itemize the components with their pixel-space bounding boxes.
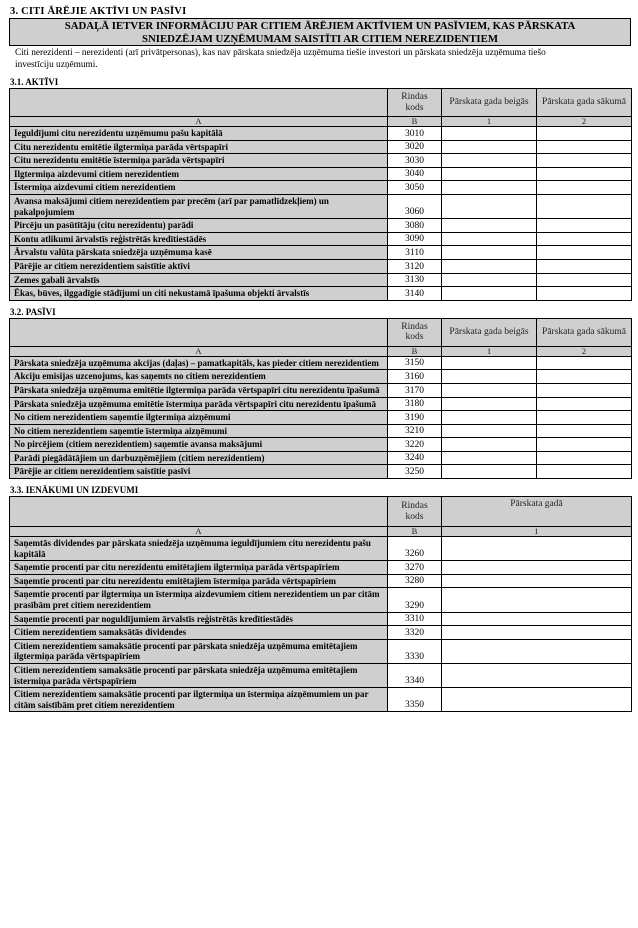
row-label: Pārskata sniedzēja uzņēmuma emitētie ilgtermiņa parāda vērtspapīri citu nerezidentu īpašumā	[10, 383, 388, 397]
value-cell-1[interactable]	[442, 664, 632, 688]
liabilities-title: 3.2. PASĪVI	[10, 306, 56, 317]
col-letter-b: B	[388, 346, 442, 356]
row-code: 3160	[388, 370, 442, 384]
assets-rows	[10, 127, 632, 301]
table-row	[10, 465, 632, 479]
row-code: 3270	[388, 561, 442, 575]
value-cell-1[interactable]	[442, 612, 632, 626]
table-row	[10, 561, 632, 575]
col-letter-a: A	[10, 346, 388, 356]
banner-line-2: SNIEDZĒJAM UZŅĒMUMAM SAISTĪTI AR CITIEM NEREZIDENTIEM	[141, 32, 499, 45]
row-code: 3240	[388, 451, 442, 465]
value-cell-2[interactable]	[537, 438, 632, 452]
value-cell-1[interactable]	[442, 639, 632, 663]
income-expenses-title: 3.3. IENĀKUMI UN IZDEVUMI	[10, 485, 139, 496]
table-row	[10, 140, 632, 154]
col-letter-b: B	[388, 117, 442, 127]
row-label: Avansa maksājumi citiem nerezidentiem par precēm (arī par pamatlīdzekļiem) un pakalpojumiem	[10, 194, 388, 218]
col-letter-a: A	[10, 117, 388, 127]
table-row	[10, 588, 632, 612]
row-code: 3080	[388, 219, 442, 233]
table-row	[10, 411, 632, 425]
table-row	[10, 383, 632, 397]
row-label: Parādi piegādātājiem un darbuzņēmējiem (citiem nerezidentiem)	[10, 451, 388, 465]
row-code: 3290	[388, 588, 442, 612]
table-row	[10, 370, 632, 384]
header-row-code: Rindas kods	[388, 318, 442, 346]
row-label: Zemes gabali ārvalstīs	[10, 273, 388, 287]
row-label: Pārskata sniedzēja uzņēmuma akcijas (daļas) – pamatkapitāls, kas pieder citiem nerezidentiem	[10, 356, 388, 370]
col-letter-b: B	[388, 527, 442, 537]
value-cell-1[interactable]	[442, 561, 632, 575]
row-label: Pārskata sniedzēja uzņēmuma emitētie īstermiņa parāda vērtspapīri citu nerezidentu īpašumā	[10, 397, 388, 411]
value-cell-1[interactable]	[442, 537, 632, 561]
value-cell-1[interactable]	[442, 465, 537, 479]
row-code: 3340	[388, 664, 442, 688]
table-row	[10, 232, 632, 246]
row-code: 3090	[388, 232, 442, 246]
header-reporting-year: Pārskata gadā	[442, 497, 632, 527]
value-cell-1[interactable]	[442, 397, 537, 411]
note-line-2: investīciju uzņēmumi.	[15, 59, 98, 70]
row-code: 3250	[388, 465, 442, 479]
table-row	[10, 451, 632, 465]
value-cell-1[interactable]	[442, 154, 537, 168]
row-label: Saņemtās dividendes par pārskata sniedzēja uzņēmuma ieguldījumiem citu nerezidentu pašu kapitālā	[10, 537, 388, 561]
value-cell-1[interactable]	[442, 688, 632, 712]
liabilities-table	[9, 318, 632, 479]
header-blank	[10, 318, 388, 346]
value-cell-1[interactable]	[442, 219, 537, 233]
income-expenses-rows	[10, 537, 632, 712]
value-cell-1[interactable]	[442, 356, 537, 370]
value-cell-1[interactable]	[442, 451, 537, 465]
row-label: Pārējie ar citiem nerezidentiem saistītie aktīvi	[10, 259, 388, 273]
value-cell-2[interactable]	[537, 451, 632, 465]
table-row	[10, 287, 632, 301]
row-code: 3310	[388, 612, 442, 626]
row-label: Īstermiņa aizdevumi citiem nerezidentiem	[10, 181, 388, 195]
value-cell-2[interactable]	[537, 219, 632, 233]
row-label: Pircēju un pasūtītāju (citu nerezidentu) parādi	[10, 219, 388, 233]
table-row	[10, 626, 632, 640]
value-cell-2[interactable]	[537, 356, 632, 370]
row-label: Saņemtie procenti par citu nerezidentu emitētajiem ilgtermiņa parāda vērtspapīriem	[10, 561, 388, 575]
table-row	[10, 127, 632, 141]
value-cell-2[interactable]	[537, 465, 632, 479]
form-page	[9, 0, 631, 712]
section-title: 3. CITI ĀRĒJIE AKTĪVI UN PASĪVI	[10, 6, 187, 17]
header-year-end: Pārskata gada beigās	[442, 318, 537, 346]
table-row	[10, 259, 632, 273]
header-year-start: Pārskata gada sākumā	[537, 89, 632, 117]
table-row	[10, 397, 632, 411]
row-label: Citiem nerezidentiem samaksātie procenti par pārskata sniedzēja uzņēmuma emitētajiem īstermiņa parāda vērtspapīriem	[10, 664, 388, 688]
value-cell-2[interactable]	[537, 194, 632, 218]
header-blank	[10, 89, 388, 117]
row-label: Ieguldījumi citu nerezidentu uzņēmumu pašu kapitālā	[10, 127, 388, 141]
value-cell-1[interactable]	[442, 140, 537, 154]
row-label: Ilgtermiņa aizdevumi citiem nerezidentiem	[10, 167, 388, 181]
col-number-2: 2	[537, 346, 632, 356]
row-code: 3040	[388, 167, 442, 181]
table-row	[10, 154, 632, 168]
row-label: Kontu atlikumi ārvalstīs reģistrētās kredītiestādēs	[10, 232, 388, 246]
table-row	[10, 639, 632, 663]
table-row	[10, 194, 632, 218]
row-code: 3110	[388, 246, 442, 260]
value-cell-1[interactable]	[442, 626, 632, 640]
row-code: 3060	[388, 194, 442, 218]
row-code: 3210	[388, 424, 442, 438]
row-label: Pārējie ar citiem nerezidentiem saistītie pasīvi	[10, 465, 388, 479]
value-cell-2[interactable]	[537, 154, 632, 168]
value-cell-2[interactable]	[537, 411, 632, 425]
value-cell-1[interactable]	[442, 194, 537, 218]
value-cell-1[interactable]	[442, 370, 537, 384]
table-row	[10, 273, 632, 287]
value-cell-2[interactable]	[537, 232, 632, 246]
value-cell-1[interactable]	[442, 232, 537, 246]
note-line-1: Citi nerezidenti – nerezidenti (arī privātpersonas), kas nav pārskata sniedzēja uzņēmuma tiešie investori un pārskata sniedzēja uzņēmuma tiešo	[15, 48, 546, 58]
value-cell-1[interactable]	[442, 181, 537, 195]
row-label: Saņemtie procenti par ilgtermiņa un īstermiņa aizdevumiem citiem nerezidentiem un par citām prasībām pret citiem nerezidentiem	[10, 588, 388, 612]
value-cell-2[interactable]	[537, 259, 632, 273]
col-letter-a: A	[10, 527, 388, 537]
header-year-start: Pārskata gada sākumā	[537, 318, 632, 346]
row-code: 3030	[388, 154, 442, 168]
row-code: 3190	[388, 411, 442, 425]
value-cell-2[interactable]	[537, 181, 632, 195]
row-label: Akciju emisijas uzcenojums, kas saņemts no citiem nerezidentiem	[10, 370, 388, 384]
header-year-end: Pārskata gada beigās	[442, 89, 537, 117]
table-row	[10, 246, 632, 260]
row-code: 3320	[388, 626, 442, 640]
row-code: 3260	[388, 537, 442, 561]
header-row-code: Rindas kods	[388, 497, 442, 527]
row-label: No citiem nerezidentiem saņemtie īstermiņa aizņēmumi	[10, 424, 388, 438]
value-cell-2[interactable]	[537, 287, 632, 301]
value-cell-1[interactable]	[442, 167, 537, 181]
value-cell-1[interactable]	[442, 411, 537, 425]
table-row	[10, 664, 632, 688]
value-cell-1[interactable]	[442, 574, 632, 588]
income-expenses-table	[9, 496, 632, 712]
table-row	[10, 612, 632, 626]
table-row	[10, 688, 632, 712]
liabilities-rows	[10, 356, 632, 478]
value-cell-2[interactable]	[537, 397, 632, 411]
value-cell-2[interactable]	[537, 127, 632, 141]
row-label: No citiem nerezidentiem saņemtie ilgtermiņa aizņēmumi	[10, 411, 388, 425]
table-row	[10, 438, 632, 452]
row-code: 3120	[388, 259, 442, 273]
table-row	[10, 219, 632, 233]
row-label: Citiem nerezidentiem samaksātie procenti par pārskata sniedzēja uzņēmuma emitētajiem ilgtermiņa parāda vērtspapīriem	[10, 639, 388, 663]
assets-title: 3.1. AKTĪVI	[10, 77, 59, 87]
row-label: Citiem nerezidentiem samaksātie procenti par ilgtermiņa un īstermiņa aizņēmumiem un par citām saistībām pret citiem nerezidentiem	[10, 688, 388, 712]
col-number-2: 2	[537, 117, 632, 127]
definition-note	[15, 48, 631, 71]
row-code: 3330	[388, 639, 442, 663]
value-cell-2[interactable]	[537, 246, 632, 260]
header-blank	[10, 497, 388, 527]
row-code: 3130	[388, 273, 442, 287]
table-row	[10, 574, 632, 588]
row-label: No pircējiem (citiem nerezidentiem) saņemtie avansa maksājumi	[10, 438, 388, 452]
row-code: 3020	[388, 140, 442, 154]
value-cell-1[interactable]	[442, 424, 537, 438]
value-cell-2[interactable]	[537, 167, 632, 181]
row-code: 3150	[388, 356, 442, 370]
value-cell-1[interactable]	[442, 259, 537, 273]
table-row	[10, 424, 632, 438]
banner-line-1: SADAĻĀ IETVER INFORMĀCIJU PAR CITIEM ĀRĒJIEM AKTĪVIEM UN PASĪVIEM, KAS PĀRSKATA	[64, 20, 576, 32]
value-cell-1[interactable]	[442, 383, 537, 397]
row-label: Saņemtie procenti par citu nerezidentu emitētajiem īstermiņa parāda vērtspapīriem	[10, 574, 388, 588]
row-code: 3180	[388, 397, 442, 411]
row-code: 3220	[388, 438, 442, 452]
value-cell-1[interactable]	[442, 273, 537, 287]
table-row	[10, 167, 632, 181]
col-number-1: 1	[442, 346, 537, 356]
row-label: Citu nerezidentu emitētie īstermiņa parāda vērtspapīri	[10, 154, 388, 168]
row-code: 3050	[388, 181, 442, 195]
row-code: 3350	[388, 688, 442, 712]
row-label: Ārvalstu valūta pārskata sniedzēja uzņēmuma kasē	[10, 246, 388, 260]
col-number-1: 1	[442, 117, 537, 127]
value-cell-1[interactable]	[442, 588, 632, 612]
value-cell-1[interactable]	[442, 246, 537, 260]
row-code: 3280	[388, 574, 442, 588]
table-row	[10, 356, 632, 370]
value-cell-1[interactable]	[442, 287, 537, 301]
col-number-1: 1	[442, 527, 632, 537]
value-cell-1[interactable]	[442, 127, 537, 141]
value-cell-2[interactable]	[537, 370, 632, 384]
row-label: Saņemtie procenti par noguldījumiem ārvalstīs reģistrētās kredītiestādēs	[10, 612, 388, 626]
header-row-code: Rindas kods	[388, 89, 442, 117]
value-cell-2[interactable]	[537, 273, 632, 287]
section-banner	[9, 18, 631, 46]
row-label: Citu nerezidentu emitētie ilgtermiņa parāda vērtspapīri	[10, 140, 388, 154]
assets-table	[9, 88, 632, 301]
row-label: Citiem nerezidentiem samaksātās dividendes	[10, 626, 388, 640]
row-code: 3010	[388, 127, 442, 141]
table-row	[10, 537, 632, 561]
row-label: Ēkas, būves, ilggadīgie stādījumi un citi nekustamā īpašuma objekti ārvalstīs	[10, 287, 388, 301]
value-cell-2[interactable]	[537, 424, 632, 438]
table-row	[10, 181, 632, 195]
value-cell-2[interactable]	[537, 383, 632, 397]
value-cell-2[interactable]	[537, 140, 632, 154]
row-code: 3140	[388, 287, 442, 301]
row-code: 3170	[388, 383, 442, 397]
value-cell-1[interactable]	[442, 438, 537, 452]
